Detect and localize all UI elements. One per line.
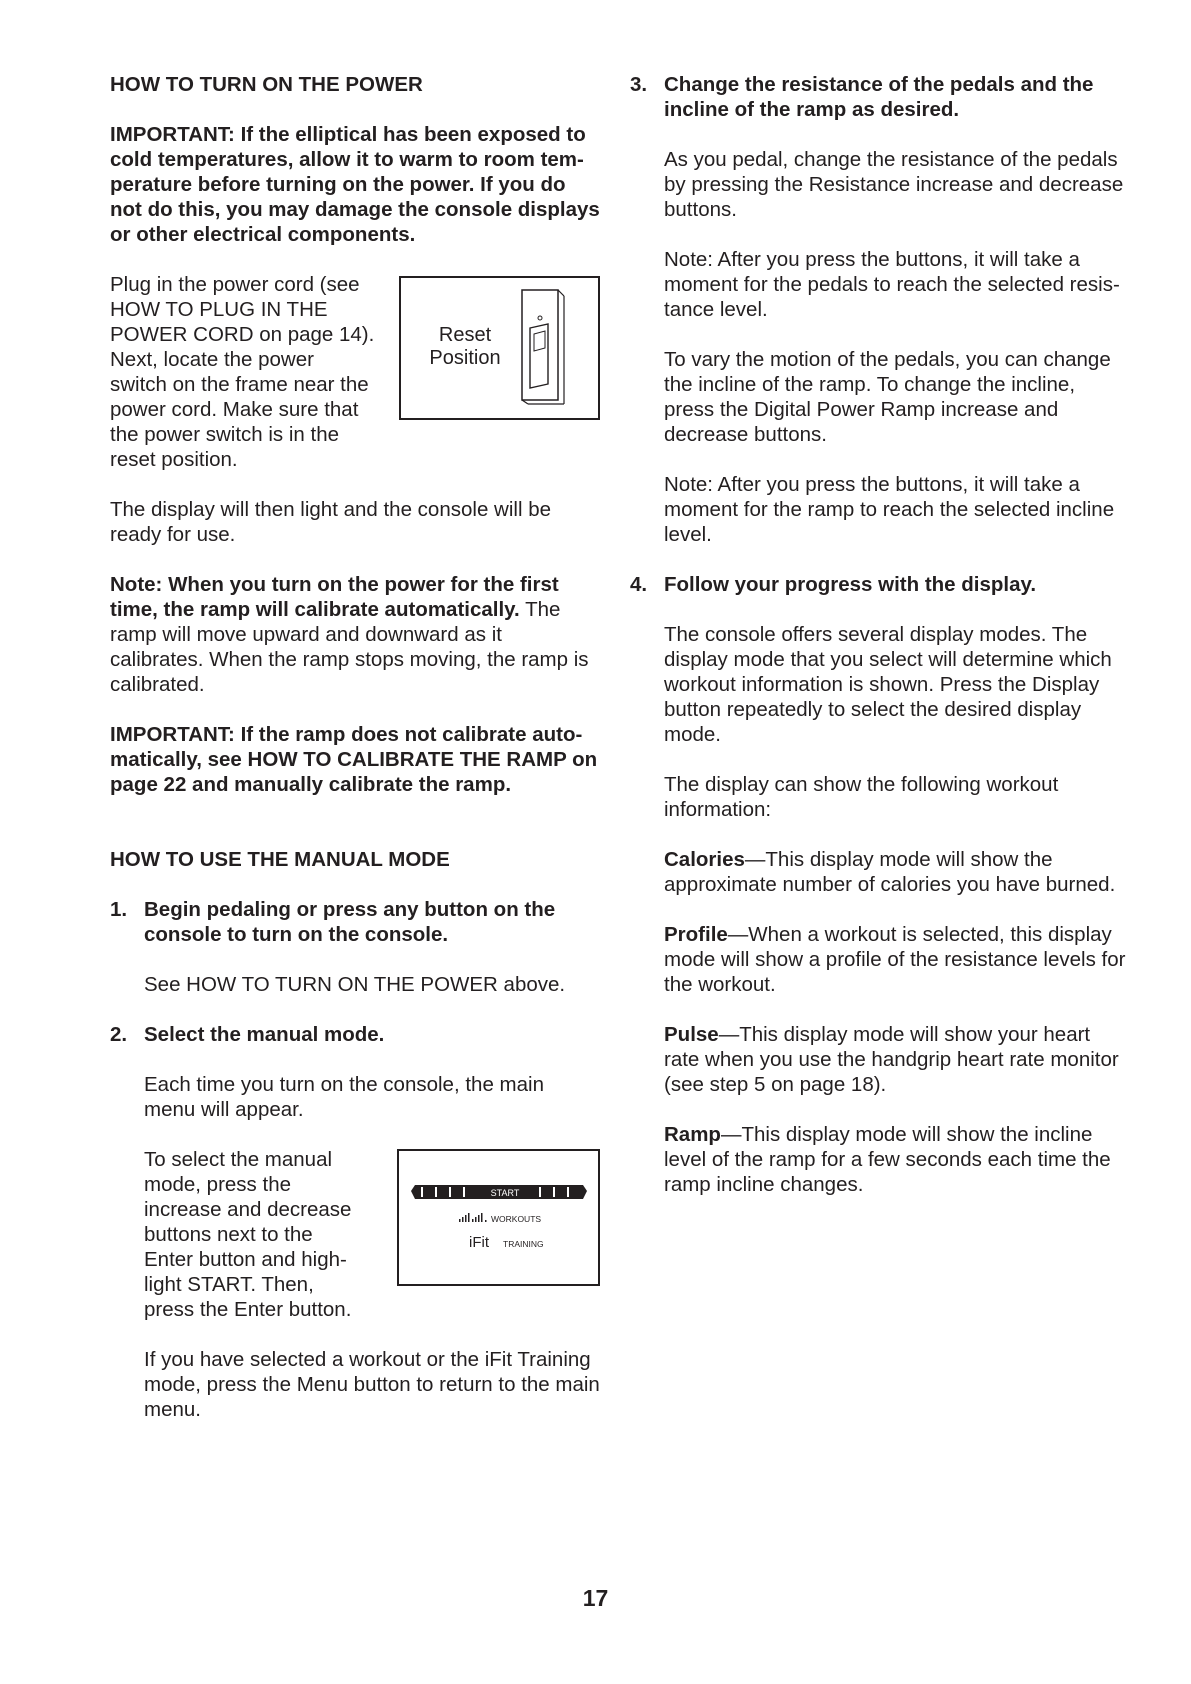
note-calibrate: Note: When you turn on the power for the first time, the ramp will calibrate automatically. The ramp will move upward and downward as it calibrates. When the ramp stops moving, the ramp is calibrated.: [110, 573, 589, 696]
step-3-paragraph-1: As you pedal, change the resistance of the pedals by pressing the Resistance increase and decrease buttons.: [664, 148, 1124, 221]
step-3: [630, 72, 1130, 547]
step-2-body-3: If you have selected a workout or the iFit Training mode, press the Menu button to return to the main menu.: [144, 1348, 600, 1421]
power-switch-illustration: [518, 288, 568, 408]
ifit-logo: iFit: [469, 1234, 489, 1251]
step-3-paragraph-3: To vary the motion of the pedals, you can change the incline of the ramp. To change the incline, press the Digital Power Ramp increase and decrease buttons.: [664, 348, 1111, 446]
step-1: [110, 897, 600, 997]
step-3-paragraph-2: Note: After you press the buttons, it will take a moment for the pedals to reach the selected resis-tance level.: [664, 248, 1120, 321]
step-1-number: 1.: [110, 898, 128, 921]
reset-figure-row: [110, 272, 600, 472]
step-2-body-2: To select the manual mode, press the increase and decrease buttons next to the Enter button and high-light START. Then, press the Enter button.: [144, 1148, 352, 1321]
mode-calories: Calories—This display mode will show the approximate number of calories you have burned.: [664, 848, 1116, 896]
step-4-title: Follow your progress with the display.: [664, 573, 1037, 596]
menu-figure-row: [144, 1147, 600, 1322]
heading-turn-on-power: HOW TO TURN ON THE POWER: [110, 73, 423, 96]
step-3-paragraph-4: Note: After you press the buttons, it will take a moment for the ramp to reach the selected incline level.: [664, 473, 1115, 546]
step-2-title: Select the manual mode.: [144, 1023, 385, 1046]
step-3-number: 3.: [630, 73, 648, 96]
step-2-body-1: Each time you turn on the console, the main menu will appear.: [144, 1073, 544, 1121]
left-column: [110, 72, 600, 1447]
mode-pulse: Pulse—This display mode will show your heart rate when you use the handgrip heart rate monitor (see step 5 on page 18).: [664, 1023, 1119, 1096]
step-4-paragraph-2: The display can show the following workout information:: [664, 773, 1059, 821]
step-4-paragraph-1: The console offers several display modes. The display mode that you select will determine which workout information is shown. Press the Display button repeatedly to select the desired display mode.: [664, 623, 1112, 746]
step-4-number: 4.: [630, 573, 648, 596]
main-menu-display: [407, 1181, 592, 1256]
step-4: [630, 572, 1130, 1197]
start-option: START: [490, 1188, 520, 1198]
display-light-text: The display will then light and the console will be ready for use.: [110, 498, 552, 546]
important-calibrate-notice: IMPORTANT: If the ramp does not calibrate auto-matically, see HOW TO CALIBRATE THE RAMP on page 22 and manually calibrate the ramp.: [110, 723, 598, 796]
mode-profile: Profile—When a workout is selected, this display mode will show a profile of the resistance levels for the workout.: [664, 923, 1126, 996]
step-2-number: 2.: [110, 1023, 128, 1046]
heading-manual-mode: HOW TO USE THE MANUAL MODE: [110, 848, 450, 871]
training-option: TRAINING: [503, 1239, 544, 1249]
important-warm-notice: IMPORTANT: If the elliptical has been exposed to cold temperatures, allow it to warm to room tem-perature before turning on the power. If you do not do this, you may damage the console displays or other electrical components.: [110, 123, 600, 246]
step-3-title: Change the resistance of the pedals and the incline of the ramp as desired.: [664, 73, 1094, 121]
right-column: [630, 72, 1130, 1222]
step-2: [110, 1022, 600, 1422]
step-1-title: Begin pedaling or press any button on the console to turn on the console.: [144, 898, 556, 946]
reset-position-label: Reset Position: [429, 324, 501, 369]
workouts-option: WORKOUTS: [491, 1214, 542, 1224]
page-number: 17: [582, 1585, 609, 1611]
mode-ramp: Ramp—This display mode will show the incline level of the ramp for a few seconds each time the ramp incline changes.: [664, 1123, 1111, 1196]
plug-in-instructions: Plug in the power cord (see HOW TO PLUG IN THE POWER CORD on page 14). Next, locate the power switch on the frame near the power cord. Make sure that the power switch is in the reset position.: [110, 273, 375, 471]
step-1-body: See HOW TO TURN ON THE POWER above.: [144, 973, 566, 996]
main-menu-figure: [397, 1149, 600, 1286]
signal-bars-icon: [459, 1213, 487, 1222]
reset-position-figure: [399, 276, 600, 420]
